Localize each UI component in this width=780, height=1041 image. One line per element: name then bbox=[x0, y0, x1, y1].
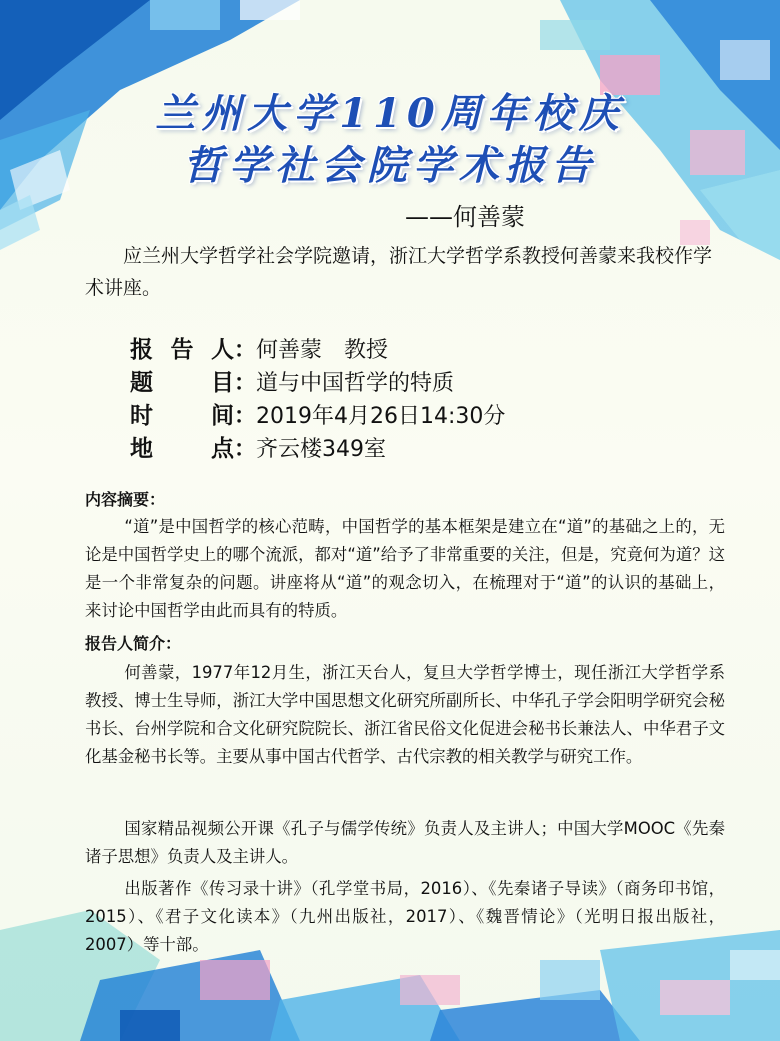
detail-label: 时间 bbox=[130, 403, 234, 429]
bio-heading: 报告人简介： bbox=[85, 634, 182, 653]
speaker-byline bbox=[0, 197, 780, 232]
bio-paragraph-2: 国家精品视频公开课《孔子与儒学传统》负责人及主讲人；中国大学MOOC《先秦诸子思想》负责人及主讲人。 bbox=[85, 819, 725, 866]
abstract-paragraph: “道”是中国哲学的核心范畴，中国哲学的基本框架是建立在“道”的基础之上的，无论是中国哲学史上的哪个流派，都对“道”给予了非常重要的关注，但是，究竟何为道？这是一个非常复杂的问题。讲座将从“道”的观念切入，在梳理对于“道”的认识的基础上，来讨论中国哲学由此而具有的特质。 bbox=[85, 517, 725, 620]
detail-value: 2019年4月26日14:30分 bbox=[256, 404, 506, 429]
intro-paragraph: 应兰州大学哲学社会学院邀请，浙江大学哲学系教授何善蒙来我校作学术讲座。 bbox=[85, 245, 713, 299]
detail-label: 报告人 bbox=[130, 337, 234, 363]
detail-label: 题目 bbox=[130, 370, 234, 396]
byline-text: ——何善蒙 bbox=[405, 203, 525, 231]
detail-value: 道与中国哲学的特质 bbox=[256, 371, 455, 396]
bio-paragraph-3: 出版著作《传习录十讲》（孔学堂书局，2016）、《先秦诸子导读》（商务印书馆，2015）、《君子文化读本》（九州出版社，2017）、《魏晋情论》（光明日报出版社，2007）等十部。 bbox=[85, 879, 725, 954]
abstract-heading: 内容摘要： bbox=[85, 490, 166, 509]
detail-value: 齐云楼349室 bbox=[256, 437, 387, 462]
bio-paragraph-1: 何善蒙，1977年12月生，浙江天台人，复旦大学哲学博士，现任浙江大学哲学系教授、博士生导师，浙江大学中国思想文化研究所副所长、中华孔子学会阳明学研究会秘书长、台州学院和合文化研究院院长、浙江省民俗文化促进会秘书长兼法人、中华君子文化基金秘书长等。主要从事中国古代哲学、古代宗教的相关教学与研究工作。 bbox=[85, 663, 725, 766]
detail-location: 地点：齐云楼349室 bbox=[130, 433, 690, 466]
detail-label: 地点 bbox=[130, 436, 234, 462]
title-line-2: 哲学社会院学术报告 bbox=[183, 142, 597, 189]
title-line-1: 兰州大学110周年校庆 bbox=[155, 90, 625, 137]
event-details bbox=[130, 334, 690, 466]
detail-value: 何善蒙 教授 bbox=[256, 338, 389, 363]
detail-speaker: 报告人：何善蒙 教授 bbox=[130, 334, 690, 367]
detail-time: 时间：2019年4月26日14:30分 bbox=[130, 400, 690, 433]
detail-topic: 题目：道与中国哲学的特质 bbox=[130, 367, 690, 400]
